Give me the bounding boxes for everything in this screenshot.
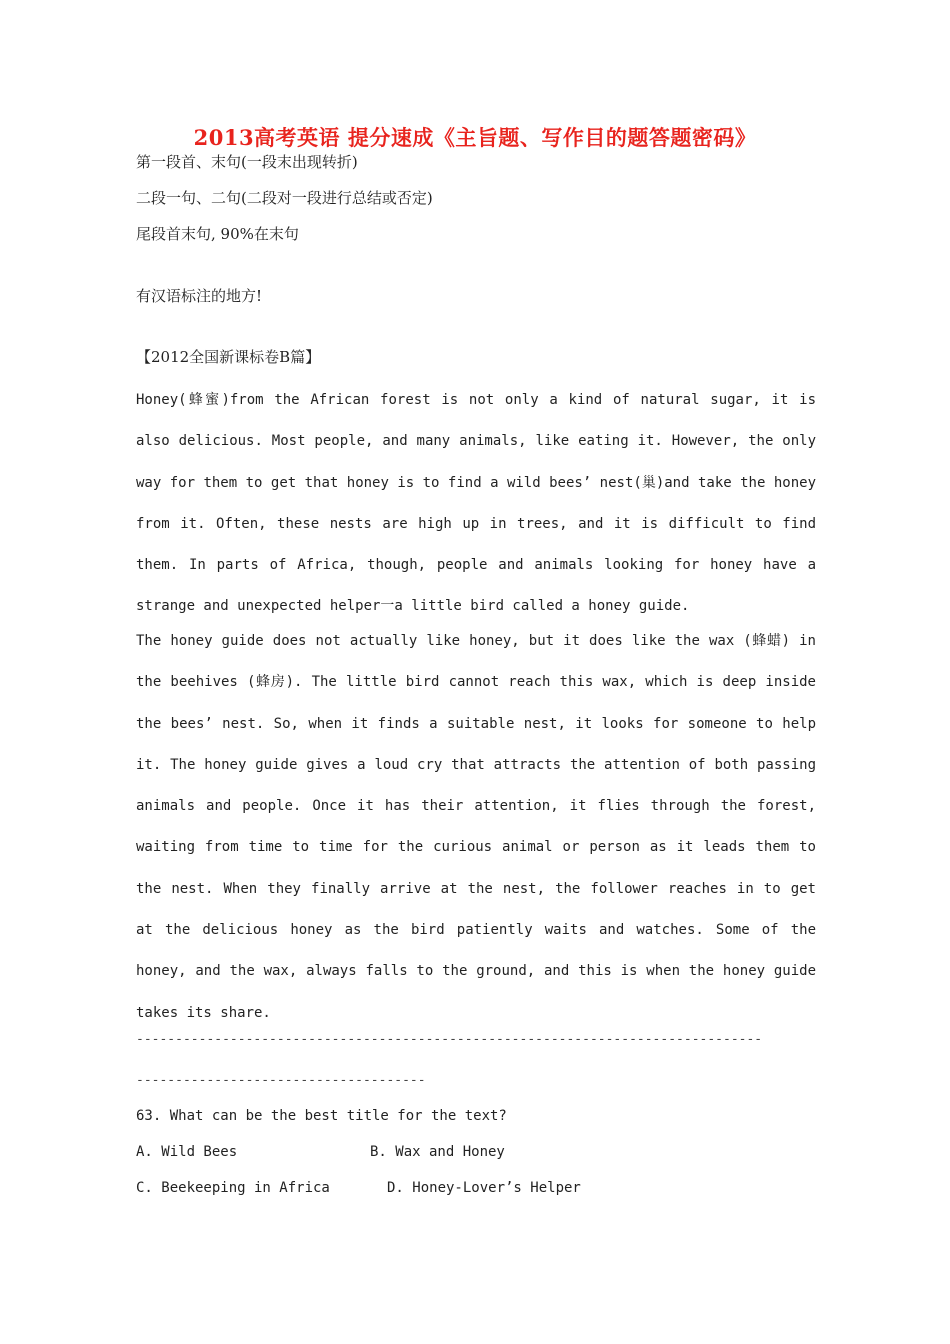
option-c: C. Beekeeping in Africa	[136, 1180, 330, 1196]
strategy-note-4: 有汉语标注的地方!	[136, 287, 263, 305]
passage-paragraph-1: Honey(蜂蜜)from the African forest is not only a kind of natural sugar, it is also delicious. Most people, and many animals, like eating it. However, the only way for them to get that honey is to find a wild bees’ nest(巢)and take the honey from it. Often, these nests are high up in trees, and it is difficult to find them. In parts of Africa, though, people and animals looking for honey have a strange and unexpected helper一a little bird called a honey guide.	[136, 392, 816, 615]
divider-line-1: --------------------------------------------------------------------------------	[136, 1032, 763, 1047]
passage-paragraph-2: The honey guide does not actually like honey, but it does like the wax (蜂蜡) in the beehives (蜂房). The little bird cannot reach this wax, which is deep inside the bees’ nest. So, when it finds a suitable nest, it looks for someone to help it. The honey guide gives a loud cry that attracts the attention of both passing animals and people. Once it has their attention, it flies through the forest, waiting from time to time for the curious animal or person as it leads them to the nest. When they finally arrive at the nest, the follower reaches in to get at the delicious honey as the bird patiently waits and watches. Some of the honey, and the wax, always falls to the ground, and this is when the honey guide takes its share.	[136, 633, 816, 1021]
strategy-note-1: 第一段首、末句(一段末出现转折)	[136, 153, 358, 171]
option-b: B. Wax and Honey	[370, 1144, 505, 1160]
strategy-note-3: 尾段首末句, 90%在末句	[136, 225, 299, 243]
document-title: 2013高考英语 提分速成《主旨题、写作目的题答题密码》	[193, 125, 757, 150]
divider-line-2: -------------------------------------	[136, 1073, 426, 1088]
passage-source: 【2012全国新课标卷B篇】	[136, 348, 321, 366]
strategy-note-2: 二段一句、二句(二段对一段进行总结或否定)	[136, 189, 433, 207]
option-a: A. Wild Bees	[136, 1144, 238, 1160]
question-63: 63. What can be the best title for the text?	[136, 1108, 507, 1124]
option-d: D. Honey-Lover’s Helper	[387, 1180, 581, 1196]
